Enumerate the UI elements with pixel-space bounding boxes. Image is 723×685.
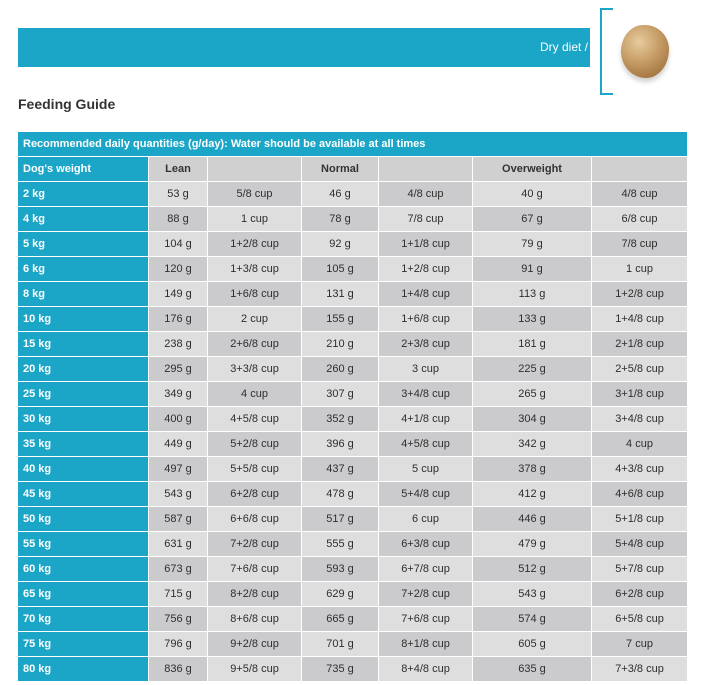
- header-normal: Normal: [302, 157, 378, 181]
- normal-cups-cell: 1+2/8 cup: [379, 257, 472, 281]
- overweight-cups-cell: 4+6/8 cup: [592, 482, 687, 506]
- overweight-grams-cell: 225 g: [473, 357, 591, 381]
- lean-grams-cell: 238 g: [149, 332, 207, 356]
- normal-cups-cell: 8+1/8 cup: [379, 632, 472, 656]
- normal-cups-cell: 5 cup: [379, 457, 472, 481]
- lean-grams-cell: 176 g: [149, 307, 207, 331]
- lean-grams-cell: 88 g: [149, 207, 207, 231]
- overweight-grams-cell: 265 g: [473, 382, 591, 406]
- normal-grams-cell: 155 g: [302, 307, 378, 331]
- overweight-grams-cell: 378 g: [473, 457, 591, 481]
- breadcrumb-dry-diet: Dry diet /: [539, 40, 588, 54]
- lean-grams-cell: 756 g: [149, 607, 207, 631]
- weight-cell: 80 kg: [18, 657, 148, 681]
- lean-cups-cell: 4 cup: [208, 382, 301, 406]
- weight-cell: 65 kg: [18, 582, 148, 606]
- weight-cell: 15 kg: [18, 332, 148, 356]
- lean-cups-cell: 1+6/8 cup: [208, 282, 301, 306]
- lean-grams-cell: 673 g: [149, 557, 207, 581]
- normal-cups-cell: 4+5/8 cup: [379, 432, 472, 456]
- overweight-cups-cell: 4 cup: [592, 432, 687, 456]
- lean-cups-cell: 5/8 cup: [208, 182, 301, 206]
- weight-cell: 20 kg: [18, 357, 148, 381]
- header-dogs-weight: Dog's weight: [18, 157, 148, 181]
- bracket-decoration: [600, 8, 613, 95]
- normal-grams-cell: 307 g: [302, 382, 378, 406]
- lean-cups-cell: 1+3/8 cup: [208, 257, 301, 281]
- overweight-grams-cell: 512 g: [473, 557, 591, 581]
- overweight-grams-cell: 479 g: [473, 532, 591, 556]
- normal-cups-cell: 4+1/8 cup: [379, 407, 472, 431]
- weight-cell: 25 kg: [18, 382, 148, 406]
- lean-cups-cell: 7+2/8 cup: [208, 532, 301, 556]
- lean-grams-cell: 631 g: [149, 532, 207, 556]
- weight-cell: 70 kg: [18, 607, 148, 631]
- overweight-grams-cell: 342 g: [473, 432, 591, 456]
- weight-cell: 4 kg: [18, 207, 148, 231]
- overweight-grams-cell: 543 g: [473, 582, 591, 606]
- lean-grams-cell: 120 g: [149, 257, 207, 281]
- lean-cups-cell: 5+5/8 cup: [208, 457, 301, 481]
- normal-grams-cell: 593 g: [302, 557, 378, 581]
- normal-grams-cell: 352 g: [302, 407, 378, 431]
- lean-grams-cell: 587 g: [149, 507, 207, 531]
- lean-cups-cell: 1 cup: [208, 207, 301, 231]
- lean-cups-cell: 1+2/8 cup: [208, 232, 301, 256]
- lean-cups-cell: 3+3/8 cup: [208, 357, 301, 381]
- table-caption: Recommended daily quantities (g/day): Water should be available at all times: [18, 132, 687, 156]
- overweight-cups-cell: 6+5/8 cup: [592, 607, 687, 631]
- normal-grams-cell: 131 g: [302, 282, 378, 306]
- overweight-cups-cell: 7+3/8 cup: [592, 657, 687, 681]
- overweight-cups-cell: 7/8 cup: [592, 232, 687, 256]
- normal-grams-cell: 210 g: [302, 332, 378, 356]
- overweight-grams-cell: 635 g: [473, 657, 591, 681]
- weight-cell: 2 kg: [18, 182, 148, 206]
- overweight-grams-cell: 446 g: [473, 507, 591, 531]
- overweight-grams-cell: 574 g: [473, 607, 591, 631]
- normal-grams-cell: 260 g: [302, 357, 378, 381]
- normal-grams-cell: 517 g: [302, 507, 378, 531]
- overweight-grams-cell: 79 g: [473, 232, 591, 256]
- overweight-cups-cell: 1+2/8 cup: [592, 282, 687, 306]
- lean-grams-cell: 715 g: [149, 582, 207, 606]
- overweight-cups-cell: 5+1/8 cup: [592, 507, 687, 531]
- lean-cups-cell: 2 cup: [208, 307, 301, 331]
- overweight-grams-cell: 133 g: [473, 307, 591, 331]
- header-overweight-blank: [592, 157, 687, 181]
- page-title: Feeding Guide: [18, 96, 116, 112]
- overweight-cups-cell: 1+4/8 cup: [592, 307, 687, 331]
- kibble-image: [621, 25, 669, 78]
- normal-grams-cell: 701 g: [302, 632, 378, 656]
- weight-cell: 30 kg: [18, 407, 148, 431]
- lean-cups-cell: 6+2/8 cup: [208, 482, 301, 506]
- overweight-cups-cell: 2+1/8 cup: [592, 332, 687, 356]
- overweight-cups-cell: 6+2/8 cup: [592, 582, 687, 606]
- overweight-grams-cell: 304 g: [473, 407, 591, 431]
- normal-cups-cell: 1+1/8 cup: [379, 232, 472, 256]
- normal-cups-cell: 2+3/8 cup: [379, 332, 472, 356]
- weight-cell: 40 kg: [18, 457, 148, 481]
- overweight-grams-cell: 412 g: [473, 482, 591, 506]
- lean-grams-cell: 400 g: [149, 407, 207, 431]
- normal-grams-cell: 629 g: [302, 582, 378, 606]
- overweight-grams-cell: 91 g: [473, 257, 591, 281]
- overweight-cups-cell: 3+1/8 cup: [592, 382, 687, 406]
- lean-grams-cell: 543 g: [149, 482, 207, 506]
- normal-grams-cell: 437 g: [302, 457, 378, 481]
- overweight-cups-cell: 6/8 cup: [592, 207, 687, 231]
- lean-grams-cell: 349 g: [149, 382, 207, 406]
- header-lean-blank: [208, 157, 301, 181]
- lean-cups-cell: 8+2/8 cup: [208, 582, 301, 606]
- normal-grams-cell: 78 g: [302, 207, 378, 231]
- overweight-cups-cell: 5+4/8 cup: [592, 532, 687, 556]
- normal-grams-cell: 555 g: [302, 532, 378, 556]
- overweight-cups-cell: 4+3/8 cup: [592, 457, 687, 481]
- lean-cups-cell: 4+5/8 cup: [208, 407, 301, 431]
- lean-grams-cell: 497 g: [149, 457, 207, 481]
- normal-grams-cell: 478 g: [302, 482, 378, 506]
- lean-cups-cell: 9+2/8 cup: [208, 632, 301, 656]
- overweight-cups-cell: 1 cup: [592, 257, 687, 281]
- header-overweight: Overweight: [473, 157, 591, 181]
- lean-cups-cell: 9+5/8 cup: [208, 657, 301, 681]
- weight-cell: 8 kg: [18, 282, 148, 306]
- lean-cups-cell: 5+2/8 cup: [208, 432, 301, 456]
- normal-cups-cell: 1+6/8 cup: [379, 307, 472, 331]
- overweight-cups-cell: 5+7/8 cup: [592, 557, 687, 581]
- lean-grams-cell: 149 g: [149, 282, 207, 306]
- normal-cups-cell: 6+7/8 cup: [379, 557, 472, 581]
- overweight-cups-cell: 3+4/8 cup: [592, 407, 687, 431]
- lean-grams-cell: 104 g: [149, 232, 207, 256]
- weight-cell: 45 kg: [18, 482, 148, 506]
- normal-cups-cell: 7+2/8 cup: [379, 582, 472, 606]
- normal-cups-cell: 4/8 cup: [379, 182, 472, 206]
- weight-cell: 35 kg: [18, 432, 148, 456]
- normal-grams-cell: 665 g: [302, 607, 378, 631]
- overweight-grams-cell: 67 g: [473, 207, 591, 231]
- overweight-cups-cell: 7 cup: [592, 632, 687, 656]
- normal-grams-cell: 105 g: [302, 257, 378, 281]
- overweight-grams-cell: 605 g: [473, 632, 591, 656]
- lean-cups-cell: 7+6/8 cup: [208, 557, 301, 581]
- lean-grams-cell: 836 g: [149, 657, 207, 681]
- normal-cups-cell: 6 cup: [379, 507, 472, 531]
- normal-cups-cell: 5+4/8 cup: [379, 482, 472, 506]
- normal-cups-cell: 6+3/8 cup: [379, 532, 472, 556]
- weight-cell: 50 kg: [18, 507, 148, 531]
- lean-grams-cell: 796 g: [149, 632, 207, 656]
- lean-grams-cell: 449 g: [149, 432, 207, 456]
- lean-grams-cell: 53 g: [149, 182, 207, 206]
- lean-cups-cell: 6+6/8 cup: [208, 507, 301, 531]
- weight-cell: 60 kg: [18, 557, 148, 581]
- overweight-grams-cell: 113 g: [473, 282, 591, 306]
- overweight-cups-cell: 4/8 cup: [592, 182, 687, 206]
- lean-grams-cell: 295 g: [149, 357, 207, 381]
- overweight-cups-cell: 2+5/8 cup: [592, 357, 687, 381]
- normal-cups-cell: 3+4/8 cup: [379, 382, 472, 406]
- overweight-grams-cell: 181 g: [473, 332, 591, 356]
- header-banner: [18, 28, 590, 67]
- weight-cell: 55 kg: [18, 532, 148, 556]
- normal-cups-cell: 7/8 cup: [379, 207, 472, 231]
- weight-cell: 10 kg: [18, 307, 148, 331]
- header-lean: Lean: [149, 157, 207, 181]
- header-normal-blank: [379, 157, 472, 181]
- weight-cell: 75 kg: [18, 632, 148, 656]
- normal-grams-cell: 46 g: [302, 182, 378, 206]
- normal-grams-cell: 92 g: [302, 232, 378, 256]
- lean-cups-cell: 8+6/8 cup: [208, 607, 301, 631]
- normal-cups-cell: 8+4/8 cup: [379, 657, 472, 681]
- normal-cups-cell: 3 cup: [379, 357, 472, 381]
- lean-cups-cell: 2+6/8 cup: [208, 332, 301, 356]
- weight-cell: 5 kg: [18, 232, 148, 256]
- weight-cell: 6 kg: [18, 257, 148, 281]
- normal-cups-cell: 1+4/8 cup: [379, 282, 472, 306]
- normal-cups-cell: 7+6/8 cup: [379, 607, 472, 631]
- normal-grams-cell: 735 g: [302, 657, 378, 681]
- feeding-table: [18, 132, 687, 681]
- overweight-grams-cell: 40 g: [473, 182, 591, 206]
- normal-grams-cell: 396 g: [302, 432, 378, 456]
